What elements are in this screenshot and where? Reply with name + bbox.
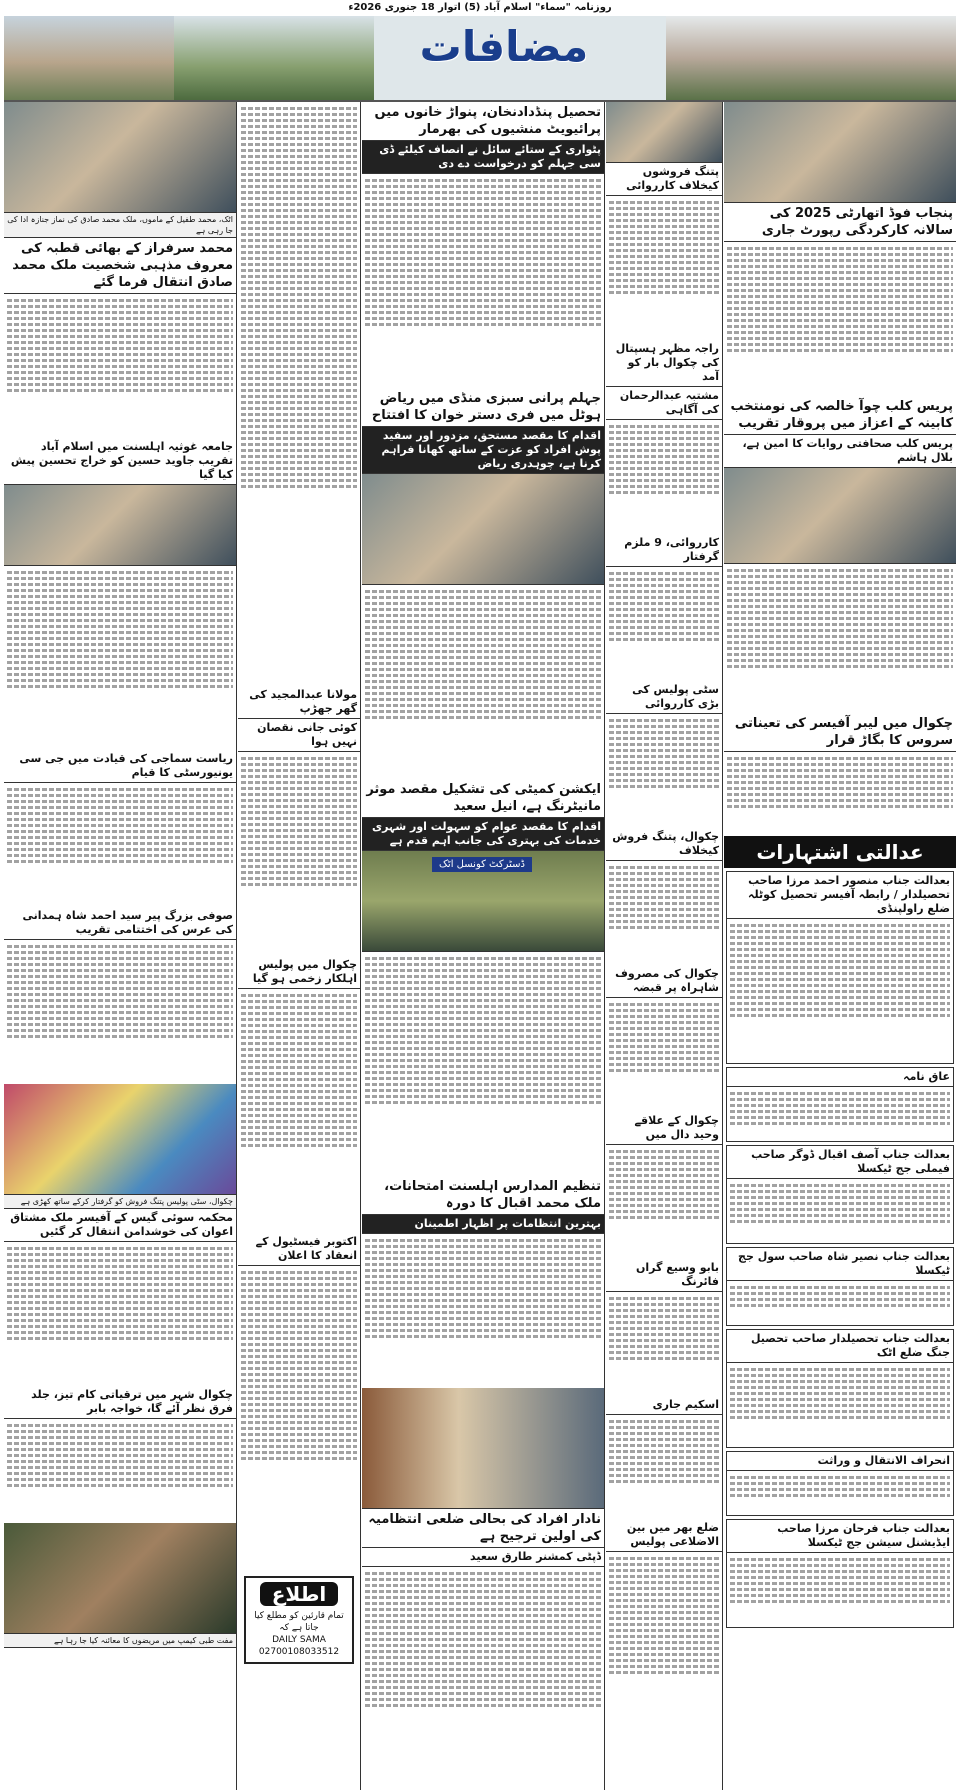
sub-headline: اقدام کا مقصد عوام کو سہولت اور شہری خدمات کی بہتری کی جانب اہم قدم ہے xyxy=(362,818,604,851)
news-photo xyxy=(4,1084,236,1195)
masthead-banner xyxy=(4,16,956,102)
article-body xyxy=(606,567,722,681)
banner-photo-mid xyxy=(174,16,374,100)
sub-headline: پریس کلب صحافتی روایات کا امین ہے، بلال ہاشم xyxy=(724,435,956,468)
column-rule xyxy=(236,102,237,1790)
headline: پریس کلب چوآ خالصہ کی نومنتخب کابینہ کے اعزاز میں پروقار تقریب xyxy=(724,396,956,435)
headline: پنجاب فوڈ اتھارٹی 2025 کی سالانہ کارکردگی رپورٹ جاری xyxy=(724,203,956,242)
headline: بابو وسیع گراں فائرنگ xyxy=(606,1259,722,1292)
article-body xyxy=(4,1242,236,1386)
headline: جامعہ غوثیہ اہلسنت میں اسلام آباد تقریب جاوید حسین کو خراج تحسین پیش کیا گیا xyxy=(4,438,236,485)
legal-heading: بعدالت جناب منصور احمد مرزا صاحب تحصیلدار / رابطہ آفیسر تحصیل کوٹلہ ضلع راولپنڈی xyxy=(727,872,953,919)
article-body xyxy=(362,174,604,388)
column-2 xyxy=(606,102,722,1790)
article-body xyxy=(606,998,722,1112)
headline: مولانا عبدالمجید کی گھر جھڑپ xyxy=(238,686,360,719)
article-body xyxy=(606,1145,722,1259)
headline: ریاست سماجی کی قیادت میں جی سی یونیورسٹی کا قیام xyxy=(4,750,236,783)
headline: راجہ مظہر ہسپتال کی چکوال بار کو آمد xyxy=(606,340,722,387)
photo-caption: چکوال، سٹی پولیس پتنگ فروش کو گرفتار کرکے ساتھ کھڑی ہے xyxy=(4,1195,236,1209)
legal-notice xyxy=(726,1145,954,1244)
sub-headline: بہترین انتظامات پر اظہار اطمینان xyxy=(362,1215,604,1234)
article-body xyxy=(238,989,360,1233)
column-left xyxy=(4,102,236,1790)
headline: اکتوبر فیسٹیول کے انعقاد کا اعلان xyxy=(238,1233,360,1266)
article-body xyxy=(724,752,956,836)
headline: چکوال، پتنگ فروش کیخلاف xyxy=(606,828,722,861)
notice-brand: DAILY SAMA xyxy=(272,1635,326,1645)
column-right xyxy=(724,102,956,1790)
legal-heading: انحراف الانتقال و وراثت xyxy=(727,1452,953,1471)
legal-notice xyxy=(726,1067,954,1142)
legal-body xyxy=(727,1471,953,1515)
article-body xyxy=(362,1234,604,1388)
headline: ضلع بھر میں بین الاضلاعی پولیس xyxy=(606,1519,722,1552)
sub-headline: اقدام کا مقصد مستحق، مزدور اور سفید پوش افراد کو عزت کے ساتھ کھانا فراہم کرنا ہے، چوہدری ریاض xyxy=(362,427,604,474)
article-body xyxy=(606,861,722,965)
legal-body xyxy=(727,1363,953,1447)
notice-text: تمام قارئین کو مطلع کیا جاتا ہے کہ xyxy=(254,1611,344,1633)
headline: کوئی جانی نقصان نہیں ہوا xyxy=(238,719,360,752)
section-title: مضافات xyxy=(419,22,589,71)
headline: مشتبہ عبدالرحمان کی آگاہی xyxy=(606,387,722,420)
legal-heading: بعدالت جناب آصف اقبال ڈوگر صاحب فیملی جج ٹیکسلا xyxy=(727,1146,953,1179)
article-body xyxy=(724,242,956,396)
notice-phone: 02700108033512 xyxy=(258,1647,340,1657)
court-ads-heading: عدالتی اشتہارات xyxy=(724,836,956,868)
article-body xyxy=(4,940,236,1084)
banner-photo-left xyxy=(4,16,174,100)
notice-ad xyxy=(244,1576,354,1664)
notice-title: اطلاع xyxy=(260,1582,338,1606)
legal-body xyxy=(727,1087,953,1141)
news-photo xyxy=(362,474,604,585)
article-body xyxy=(606,1292,722,1396)
article-body xyxy=(362,1567,604,1771)
headline: جہلم پرانی سبزی منڈی میں ریاض ہوٹل میں فری دستر خوان کا افتتاح xyxy=(362,388,604,427)
article-body xyxy=(724,564,956,713)
headline: چکوال میں پولیس اہلکار زخمی ہو گیا xyxy=(238,956,360,989)
article-body xyxy=(238,1266,360,1570)
news-photo xyxy=(4,485,236,566)
legal-notice xyxy=(726,1519,954,1628)
article-body xyxy=(4,566,236,750)
legal-notice xyxy=(726,1247,954,1326)
legal-notice xyxy=(726,871,954,1064)
headline: نادار افراد کی بحالی ضلعی انتظامیہ کی اولین ترجیح ہے xyxy=(362,1509,604,1548)
news-photo xyxy=(362,851,604,952)
headline: محمد سرفراز کے بھائی قطبہ کی معروف مذہبی شخصیت ملک محمد صادق انتقال فرما گئے xyxy=(4,238,236,294)
article-body xyxy=(238,752,360,956)
legal-body xyxy=(727,919,953,1063)
article-body xyxy=(4,294,236,438)
news-photo xyxy=(4,102,236,213)
legal-notice xyxy=(726,1451,954,1516)
headline: چکوال کے علاقے وحید دال میں xyxy=(606,1112,722,1145)
news-photo xyxy=(362,1388,604,1509)
article-body xyxy=(238,102,360,686)
article-body xyxy=(606,1415,722,1519)
headline: تحصیل پنڈدادنخان، پنواڑ خانوں میں پرائیویٹ منشیوں کی بھرمار xyxy=(362,102,604,141)
column-rule xyxy=(360,102,361,1790)
headline: سٹی پولیس کی بڑی کارروائی xyxy=(606,681,722,714)
column-3 xyxy=(362,102,604,1790)
legal-heading: بعدالت جناب نصیر شاہ صاحب سول جج ٹیکسلا xyxy=(727,1248,953,1281)
legal-heading: بعدالت جناب تحصیلدار صاحب تحصیل جنگ ضلع اٹک xyxy=(727,1330,953,1363)
article-body xyxy=(606,714,722,828)
article-body xyxy=(362,952,604,1176)
column-4 xyxy=(238,102,360,1790)
headline: کارروائی، 9 ملزم گرفتار xyxy=(606,534,722,567)
article-body xyxy=(606,420,722,534)
legal-body xyxy=(727,1553,953,1627)
headline: صوفی بزرگ پیر سید احمد شاہ ہمدانی کی عرس کی اختتامی تقریب xyxy=(4,907,236,940)
legal-notice xyxy=(726,1329,954,1448)
article-body xyxy=(606,196,722,340)
column-rule xyxy=(604,102,605,1790)
headline: تنظیم المدارس اہلسنت امتحانات، ملک محمد اقبال کا دورہ xyxy=(362,1176,604,1215)
photo-caption: مفت طبی کیمپ میں مریضوں کا معائنہ کیا جا رہا ہے xyxy=(4,1634,236,1648)
headline: پتنگ فروشوں کیخلاف کارروائی xyxy=(606,163,722,196)
article-body xyxy=(4,783,236,907)
news-photo xyxy=(724,102,956,203)
legal-heading: بعدالت جناب فرحان مرزا صاحب ایڈیشنل سیشن جج ٹیکسلا xyxy=(727,1520,953,1553)
headline: محکمہ سوئی گیس کے آفیسر ملک مشتاق اعوان کی خوشدامن انتقال کر گئیں xyxy=(4,1209,236,1242)
article-body xyxy=(606,1552,722,1756)
photo-caption: اٹک، محمد طفیل کے ماموں، ملک محمد صادق کی نماز جنازہ ادا کی جا رہی ہے xyxy=(4,213,236,238)
dateline: روزنامہ "سماء" اسلام آباد (5) اتوار 18 جنوری 2026ء xyxy=(348,2,612,13)
news-photo xyxy=(724,468,956,564)
news-photo xyxy=(606,102,722,163)
signboard-text: ڈسٹرکٹ کونسل اٹک xyxy=(432,857,532,872)
headline: چکوال شہر میں ترقیاتی کام تیز، جلد فرق نظر آئے گا، خواجہ بابر xyxy=(4,1386,236,1419)
sub-headline: پٹواری کے ستائے سائل نے انصاف کیلئے ڈی سی جہلم کو درخواست دے دی xyxy=(362,141,604,174)
sub-headline: ڈپٹی کمشنر طارق سعید xyxy=(362,1548,604,1567)
news-photo xyxy=(4,1523,236,1634)
article-body xyxy=(4,1419,236,1523)
headline: اسکیم جاری xyxy=(606,1396,722,1415)
legal-heading: عاق نامہ xyxy=(727,1068,953,1087)
legal-body xyxy=(727,1281,953,1325)
column-rule xyxy=(722,102,723,1790)
article-body xyxy=(362,585,604,779)
headline: چکوال میں لیبر آفیسر کی تعیناتی سروس کا بگاڑ قرار xyxy=(724,713,956,752)
headline: ایکشن کمیٹی کی تشکیل مقصد موثر مانیٹرنگ ہے، انیل سعید xyxy=(362,779,604,818)
banner-photo-right xyxy=(666,16,956,100)
legal-body xyxy=(727,1179,953,1243)
headline: چکوال کی مصروف شاہراہ پر قبضہ xyxy=(606,965,722,998)
